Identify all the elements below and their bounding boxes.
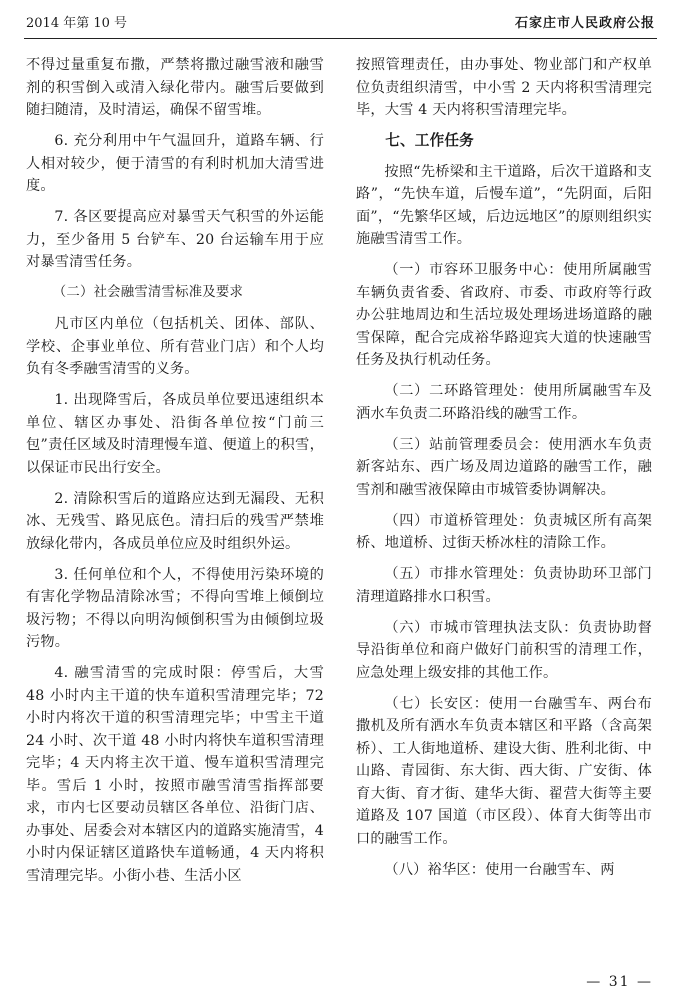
publication-title: 石家庄市人民政府公报 — [514, 16, 655, 31]
paragraph: 4. 融雪清雪的完成时限：停雪后，大雪 48 小时内主干道的快车道积雪清理完毕；72 小时内将次干道的积雪清理完毕；中雪主干道 24 小时、次干道 48 小时内将快车道积雪清理完毕；4 天内将主次干道、慢车道积雪清理完毕。雪后 1 小时，按照市融雪清雪指挥部要求，市内七区要动员辖区各单位、沿街门店、办事处、居委会对本辖区内的道路实施清雪，4 小时内保证辖区道路快车道畅通，4 天内将积雪清理完毕。小街小巷、生活小区 — [26, 665, 324, 884]
right-column — [356, 54, 652, 890]
sub-heading: （二）社会融雪清雪标准及要求 — [52, 285, 244, 300]
paragraph: 按照管理责任，由办事处、物业部门和产权单位负责组织清雪，中小雪 2 天内将积雪清理完毕，大雪 4 天内将积雪清理完毕。 — [356, 57, 652, 118]
paragraph: （二）二环路管理处：使用所属融雪车及洒水车负责二环路沿线的融雪工作。 — [356, 383, 652, 422]
paragraph: （七）长安区：使用一台融雪车、两台布撒机及所有洒水车负责本辖区和平路（含高架桥）、工人街地道桥、建设大街、胜利北街、中山路、青园街、东大街、西大街、广安街、体育大街、育才街、建华大街、翟营大街等主要道路及 107 国道（市区段）、体育大街等出市口的融雪工作。 — [356, 695, 652, 847]
page-number: — 31 — — [586, 974, 653, 990]
paragraph: 2. 清除积雪后的道路应达到无漏段、无积冰、无残雪、路见底色。清扫后的残雪严禁堆放绿化带内，各成员单位应及时组织外运。 — [26, 490, 324, 552]
section-heading: 七、工作任务 — [385, 132, 474, 149]
paragraph: （六）市城市管理执法支队：负责协助督导沿街单位和商户做好门前积雪的清理工作，应急处理上级安排的其他工作。 — [356, 619, 652, 681]
paragraph: 7. 各区要提高应对暴雪天气积雪的外运能力，至少备用 5 台铲车、20 台运输车用于应对暴雪清雪任务。 — [26, 209, 324, 270]
paragraph: （四）市道桥管理处：负责城区所有高架桥、地道桥、过街天桥冰柱的清除工作。 — [356, 512, 652, 551]
paragraph: （三）站前管理委员会：使用洒水车负责新客站东、西广场及周边道路的融雪工作，融雪剂和融雪液保障由市城管委协调解决。 — [356, 436, 652, 498]
paragraph: （八）裕华区：使用一台融雪车、两 — [384, 861, 615, 878]
left-column — [26, 54, 324, 896]
paragraph: （五）市排水管理处：负责协助环卫部门清理道路排水口积雪。 — [356, 566, 652, 605]
paragraph: 凡市区内单位（包括机关、团体、部队、学校、企事业单位、所有营业门店）和个人均负有冬季融雪清雪的义务。 — [26, 316, 324, 377]
paragraph: 3. 任何单位和个人，不得使用污染环境的有害化学物品清除冰雪；不得向雪堆上倾倒垃圾污物；不得以向明沟倾倒积雪为由倾倒垃圾污物。 — [26, 566, 324, 650]
issue-label: 2014 年第 10 号 — [26, 16, 128, 31]
paragraph: 按照“先桥梁和主干道路，后次干道路和支路”，“先快车道，后慢车道”，“先阴面，后阳面”，“先繁华区域，后边远地区”的原则组织实施融雪清雪工作。 — [356, 163, 652, 247]
paragraph: （一）市容环卫服务中心：使用所属融雪车辆负责省委、省政府、市委、市政府等行政办公驻地周边和生活垃圾处理场进场道路的融雪保障，配合完成裕华路迎宾大道的快速融雪任务及执行机动任务。 — [356, 262, 652, 368]
paragraph: 不得过量重复布撒，严禁将撒过融雪液和融雪剂的积雪倒入或清入绿化带内。融雪后要做到随扫随清，及时清运，确保不留雪堆。 — [26, 57, 324, 118]
paragraph: 1. 出现降雪后，各成员单位要迅速组织本单位、辖区办事处、沿街各单位按“门前三包”责任区域及时清理慢车道、便道上的积雪，以保证市民出行安全。 — [26, 392, 324, 476]
page-header — [24, 14, 657, 39]
paragraph: 6. 充分利用中午气温回升，道路车辆、行人相对较少，便于清雪的有利时机加大清雪进度。 — [26, 133, 324, 194]
